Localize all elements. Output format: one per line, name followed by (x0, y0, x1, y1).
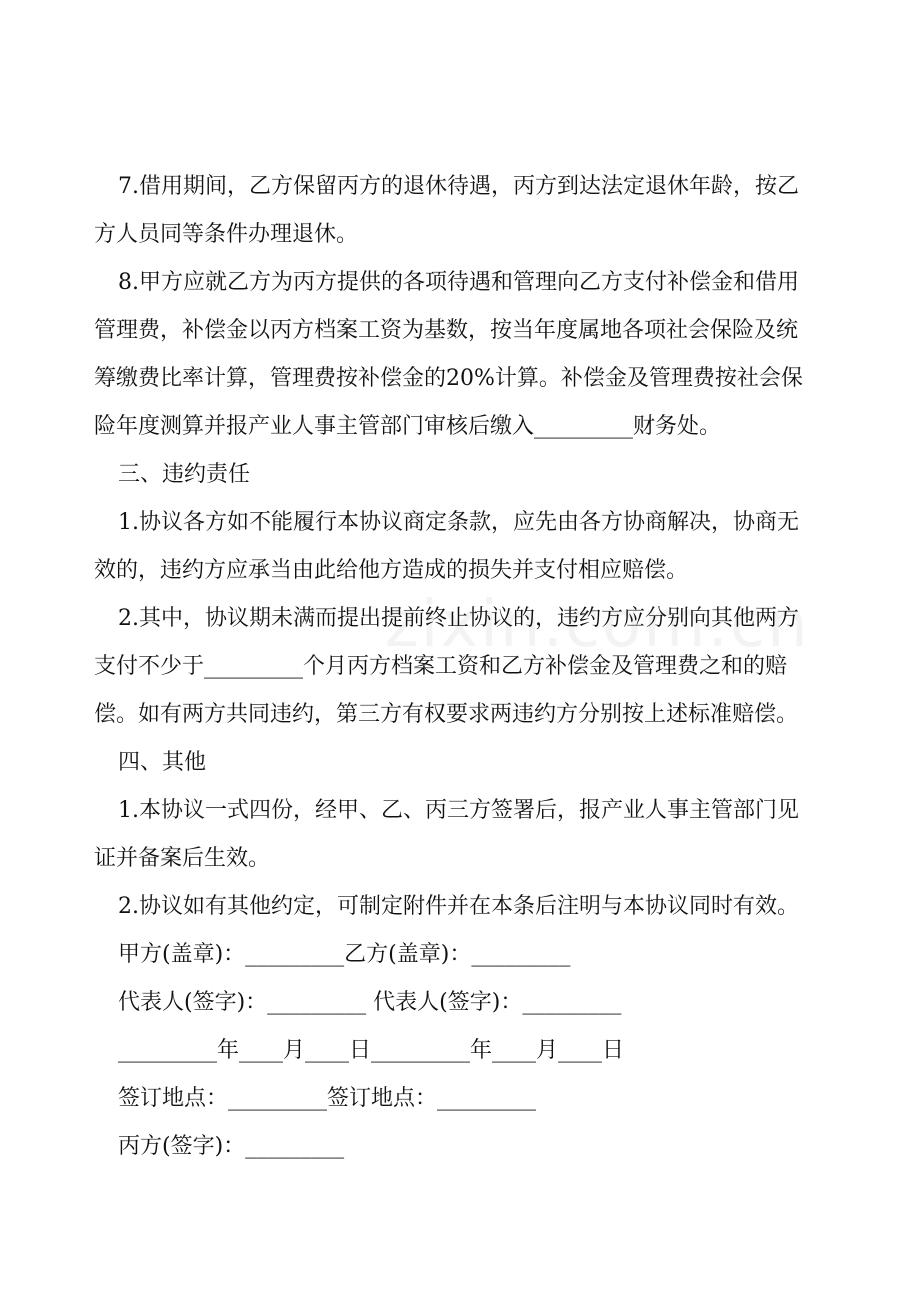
clause-8-line-2: 管理费，补偿金以丙方档案工资为基数，按当年度属地各项社会保险及统 (94, 318, 799, 343)
signature-locations: 签订地点：_________签订地点：_________ (118, 1086, 537, 1111)
signature-party-c: 丙方(签字)：_________ (118, 1134, 345, 1159)
breach-clause-1-line-1: 1.协议各方如不能履行本协议商定条款，应先由各方协商解决，协商无 (118, 510, 799, 535)
watermark (385, 588, 810, 662)
signature-dates: _________年____月____日_________年____月____日 (118, 1038, 625, 1063)
breach-clause-2-line-3: 偿。如有两方共同违约，第三方有权要求两违约方分别按上述标准赔偿。 (94, 702, 799, 727)
clause-8-line-3: 筹缴费比率计算，管理费按补偿金的20%计算。补偿金及管理费按社会保 (94, 366, 803, 391)
clause-7-line-2: 方人员同等条件办理退休。 (94, 222, 359, 247)
other-clause-1-line-2: 证并备案后生效。 (94, 846, 271, 871)
breach-clause-2-line-2: 支付不少于_________个月丙方档案工资和乙方补偿金及管理费之和的赔 (94, 654, 788, 679)
breach-clause-1-line-2: 效的，违约方应承当由此给他方造成的损失并支付相应赔偿。 (94, 558, 689, 583)
clause-7-line-1: 7.借用期间，乙方保留丙方的退休待遇，丙方到达法定退休年龄，按乙 (118, 174, 799, 199)
section-heading-breach: 三、违约责任 (118, 462, 251, 487)
section-heading-other: 四、其他 (118, 750, 207, 775)
breach-clause-2-line-1: 2.其中，协议期未满而提出提前终止协议的，违约方应分别向其他两方 (118, 606, 799, 631)
other-clause-2-line-1: 2.协议如有其他约定，可制定附件并在本条后注明与本协议同时有效。 (118, 894, 799, 919)
clause-8-line-1: 8.甲方应就乙方为丙方提供的各项待遇和管理向乙方支付补偿金和借用 (118, 270, 799, 295)
other-clause-1-line-1: 1.本协议一式四份，经甲、乙、丙三方签署后，报产业人事主管部门见 (118, 798, 799, 823)
signature-party-a-b: 甲方(盖章)：_________乙方(盖章)：_________ (118, 942, 571, 967)
clause-8-line-4: 险年度测算并报产业人事主管部门审核后缴入_________财务处。 (94, 414, 722, 439)
signature-representatives: 代表人(签字)：_________ 代表人(签字)：_________ (118, 990, 622, 1015)
